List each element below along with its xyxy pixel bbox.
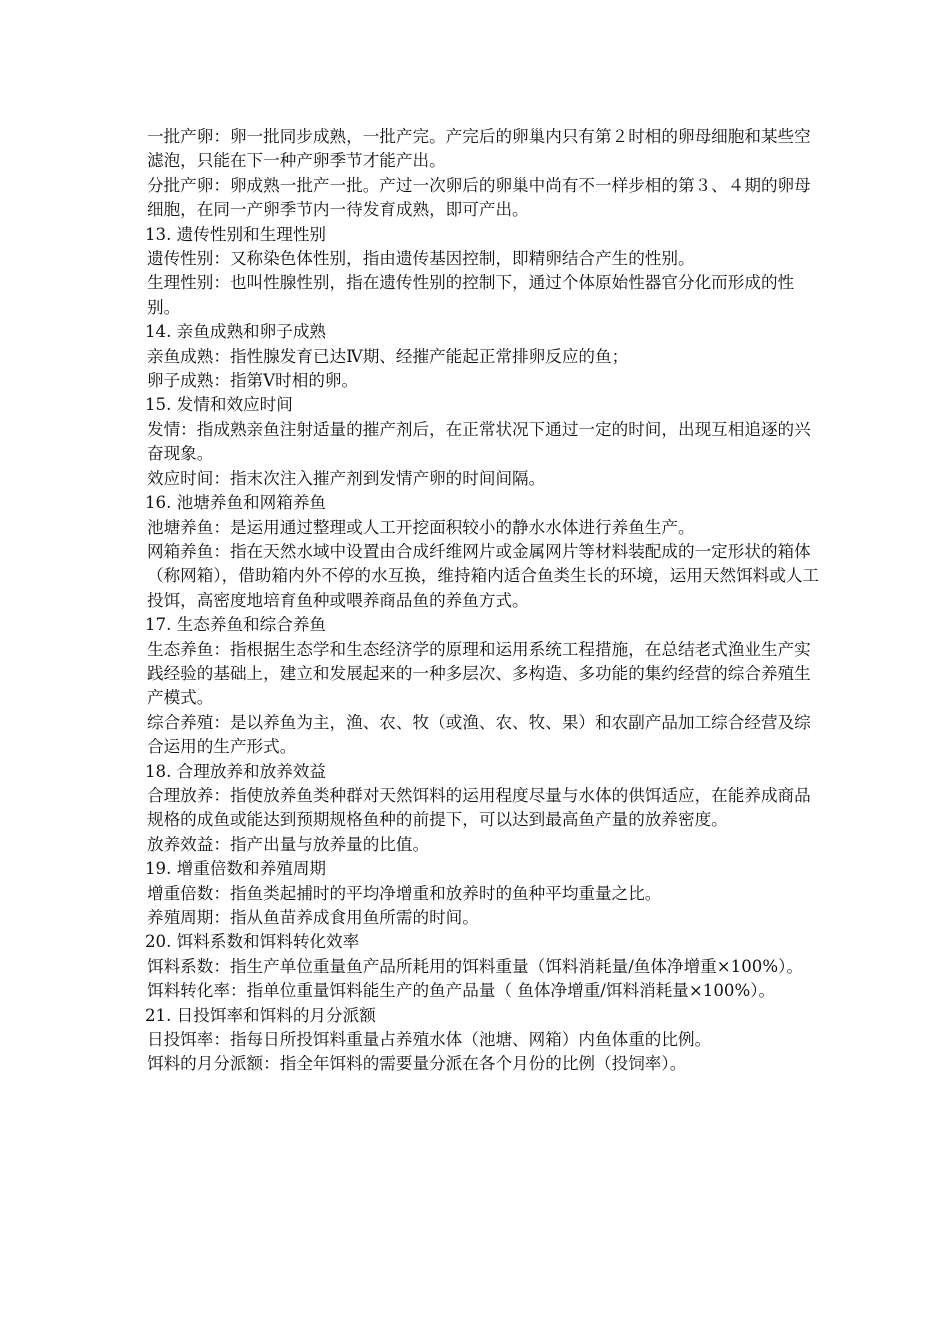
definition-paragraph: 合理放养：指使放养鱼类种群对天然饵料的运用程度尽量与水体的供饵适应，在能养成商品规格的成鱼或能达到预期规格鱼种的前提下，可以达到最高鱼产量的放养密度。 (147, 785, 811, 830)
definition-paragraph: 养殖周期：指从鱼苗养成食用鱼所需的时间。 (147, 908, 479, 927)
section-heading: 20. 饵料系数和饵料转化效率 (145, 932, 360, 952)
definition-paragraph: 综合养殖：是以养鱼为主，渔、农、牧（或渔、农、牧、果）和农副产品加工综合经营及综合运用的生产形式。 (147, 712, 811, 757)
definition-paragraph: 饵料系数：指生产单位重量鱼产品所耗用的饵料重量（饵料消耗量/鱼体净增重×100%）。 (147, 956, 804, 976)
document-body (145, 125, 825, 1077)
definition-paragraph: 放养效益：指产出量与放养量的比值。 (147, 834, 430, 854)
section-heading: 16. 池塘养鱼和网箱养鱼 (145, 493, 327, 513)
section-heading: 13. 遗传性别和生理性别 (145, 224, 327, 244)
definition-paragraph: 池塘养鱼：是运用通过整理或人工开挖面积较小的静水水体进行养鱼生产。 (147, 517, 695, 537)
definition-paragraph: 饵料转化率：指单位重量饵料能生产的鱼产品量（ 鱼体净增重/饵料消耗量×100%）。 (147, 981, 776, 1001)
section-heading: 14. 亲鱼成熟和卵子成熟 (145, 322, 327, 342)
definition-paragraph: 饵料的月分派额：指全年饵料的需要量分派在各个月份的比例（投饲率）。 (147, 1054, 687, 1074)
definition-paragraph: 效应时间：指末次注入摧产剂到发情产卵的时间间隔。 (147, 468, 546, 488)
definition-paragraph: 亲鱼成熟：指性腺发育已达Ⅳ期、经摧产能起正常排卵反应的鱼； (147, 346, 629, 366)
definition-paragraph: 发情：指成熟亲鱼注射适量的摧产剂后，在正常状况下通过一定的时间，出现互相追逐的兴奋现象。 (147, 419, 811, 464)
section-heading: 18. 合理放养和放养效益 (145, 761, 327, 781)
definition-paragraph: 一批产卵：卵一批同步成熟，一批产完。产完后的卵巢内只有第２时相的卵母细胞和某些空滤泡，只能在下一种产卵季节才能产出。 (147, 127, 811, 171)
definition-paragraph: 日投饵率：指每日所投饵料重量占养殖水体（池塘、网箱）内鱼体重的比例。 (147, 1030, 712, 1050)
definition-paragraph: 增重倍数：指鱼类起捕时的平均净增重和放养时的鱼种平均重量之比。 (147, 883, 662, 903)
section-heading: 15. 发情和效应时间 (145, 395, 293, 415)
definition-paragraph: 遗传性别：又称染色体性别，指由遗传基因控制，即精卵结合产生的性别。 (147, 249, 695, 269)
definition-paragraph: 生态养鱼：指根据生态学和生态经济学的原理和运用系统工程措施，在总结老式渔业生产实践经验的基础上，建立和发展起来的一种多层次、多构造、多功能的集约经营的综合养殖生产模式。 (147, 639, 811, 708)
section-heading: 21. 日投饵率和饵料的月分派额 (145, 1005, 376, 1025)
definition-paragraph: 分批产卵：卵成熟一批产一批。产过一次卵后的卵巢中尚有不一样步相的第３、４期的卵母细胞，在同一产卵季节内一待发育成熟，即可产出。 (147, 175, 811, 220)
section-heading: 19. 增重倍数和养殖周期 (145, 859, 327, 879)
definition-paragraph: 网箱养鱼：指在天然水域中设置由合成纤维网片或金属网片等材料装配成的一定形状的箱体（称网箱），借助箱内外不停的水互换，维持箱内适合鱼类生长的环境，运用天然饵料或人工投饵，高密度地培育鱼种或喂养商品鱼的养鱼方式。 (147, 541, 820, 610)
definition-paragraph: 卵子成熟：指第Ⅴ时相的卵。 (147, 371, 359, 391)
section-heading: 17. 生态养鱼和综合养鱼 (145, 615, 327, 635)
definition-paragraph: 生理性别：也叫性腺性别，指在遗传性别的控制下，通过个体原始性器官分化而形成的性别。 (147, 273, 795, 317)
